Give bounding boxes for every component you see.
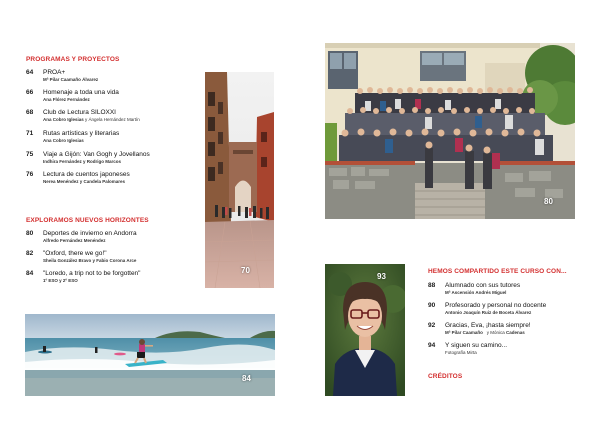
page-number: 94	[428, 342, 436, 349]
entry-title: Club de Lectura SILOXXI	[43, 109, 116, 116]
page-number: 68	[26, 109, 34, 116]
entry-title: Homenaje a toda una vida	[43, 89, 119, 96]
entry-authors: 1º ESO y 2º ESO	[43, 278, 78, 283]
entry-title: "Loredo, a trip not to be forgotten"	[43, 270, 141, 277]
entry-authors: Ana Cobro Iglesias	[43, 138, 84, 143]
entry-title: Deportes de invierno en Andorra	[43, 230, 137, 237]
entry-authors: Ana Flórez Fernández	[43, 97, 90, 102]
compartido-list	[428, 282, 588, 362]
section-title-programas: PROGRAMAS Y PROYECTOS	[26, 56, 120, 63]
entry-authors: Mª Pilar Caamaño Álvarez	[43, 77, 99, 82]
page-number: 88	[428, 282, 436, 289]
entry-authors-extra: y Ángela Hernández Martín	[85, 117, 140, 122]
entry-title: Y siguen su camino...	[445, 342, 508, 349]
entry-authors-extra: y Mónica	[486, 330, 505, 335]
page-number: 84	[26, 270, 34, 277]
creditos-link[interactable]: CRÉDITOS	[428, 373, 463, 380]
entry-authors: Indhira Fernández y Rodrigo Marcos	[43, 159, 122, 164]
entry-authors: Nerea Menéndez y Candela Palomares	[43, 179, 126, 184]
page-number: 66	[26, 89, 34, 96]
entry-authors: Mª Ascensión Andrés Miguel	[445, 290, 507, 295]
photo-page-number: 93	[377, 272, 386, 281]
group-photo	[325, 43, 575, 219]
entry-title: Gracias, Eva, ¡hasta siempre!	[445, 322, 531, 329]
street-photo	[205, 72, 274, 288]
entry-authors: Sheila González Bravo y Fabio Corona Arce	[43, 258, 137, 263]
page-number: 80	[26, 230, 34, 237]
page-number: 75	[26, 151, 34, 158]
entry-title: Rutas artísticas y literarias	[43, 130, 120, 137]
beach-photo	[25, 314, 275, 396]
entry-title: Viaje a Gijón: Van Gogh y Jovellanos	[43, 151, 150, 158]
entry-title: "Oxford, there we go!"	[43, 250, 107, 257]
entry-authors: Alfredo Fernández Menéndez	[43, 238, 106, 243]
entry-title: Alumnado con sus tutores	[445, 282, 521, 289]
entry-authors: Mª Pilar Caamaño	[445, 330, 483, 335]
page-number: 92	[428, 322, 436, 329]
section-title-compartido: HEMOS COMPARTIDO ESTE CURSO CON...	[428, 268, 567, 275]
page-number: 90	[428, 302, 436, 309]
entry-title: PROA+	[43, 69, 66, 76]
photo-page-number: 80	[544, 197, 553, 206]
page-number: 82	[26, 250, 34, 257]
entry-authors: Antonio Joaquín Ruiz de Boceta Álvarez	[445, 310, 532, 315]
portrait-photo	[325, 264, 405, 396]
page-number: 76	[26, 171, 34, 178]
programas-list	[26, 69, 201, 199]
entry-authors: Ana Cobro Iglesias	[43, 117, 84, 122]
page-number: 64	[26, 69, 34, 76]
entry-title: Profesorado y personal no docente	[445, 302, 547, 309]
photo-page-number: 70	[241, 266, 250, 275]
exploramos-list	[26, 230, 201, 290]
entry-authors-extra2: Cadenas	[505, 330, 525, 335]
entry-authors: Fotografía Mirta	[445, 350, 477, 355]
section-title-exploramos: EXPLORAMOS NUEVOS HORIZONTES	[26, 217, 149, 224]
entry-title: Lectura de cuentos japoneses	[43, 171, 130, 178]
photo-page-number: 84	[242, 374, 251, 383]
page-number: 71	[26, 130, 34, 137]
